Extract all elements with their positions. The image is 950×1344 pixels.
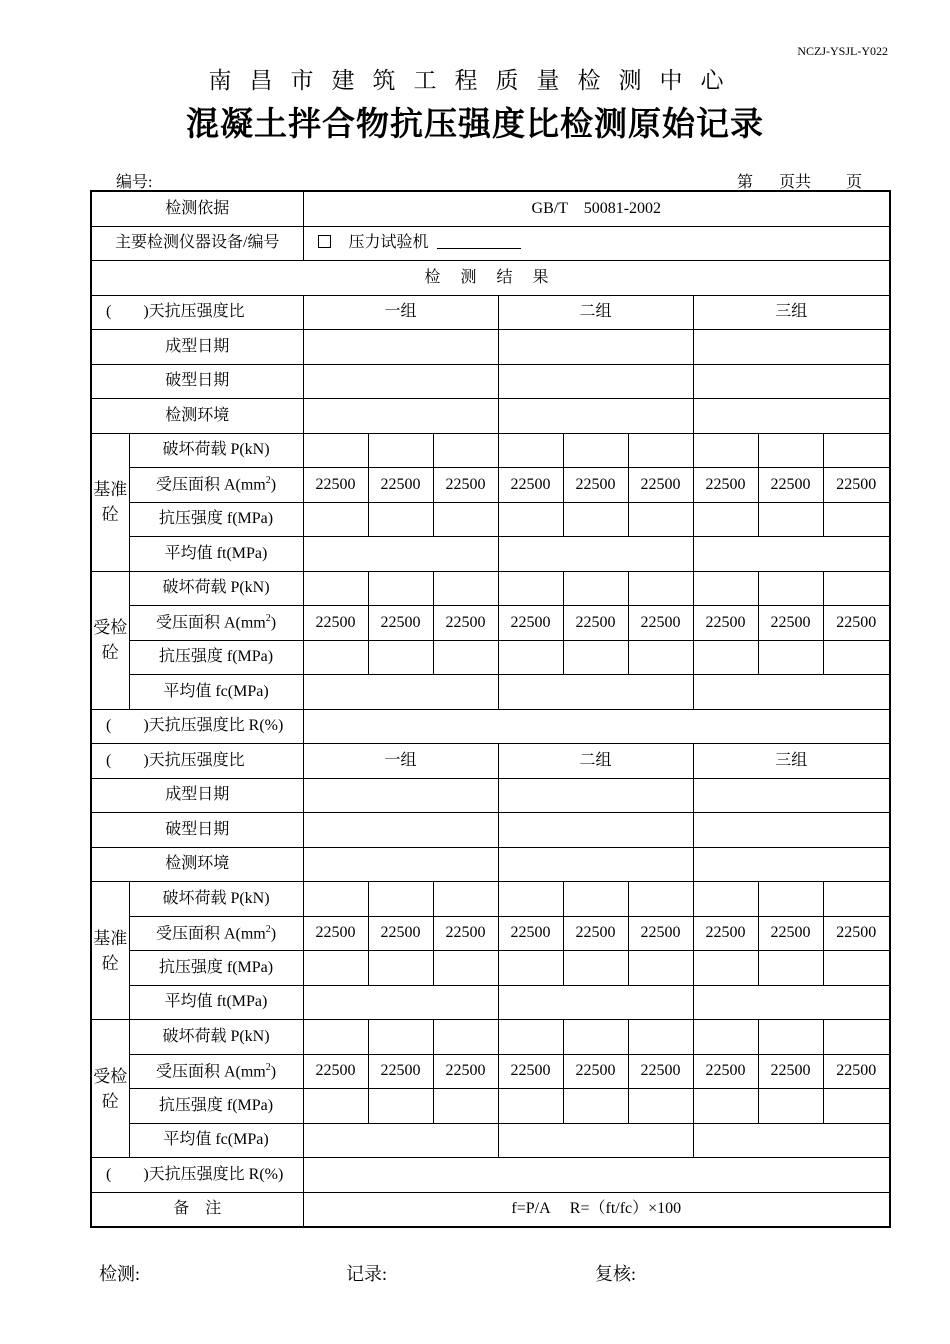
section-2-result-label: ( )天抗压强度比 R(%): [91, 1158, 303, 1193]
section-1-result-label: ( )天抗压强度比 R(%): [91, 709, 303, 744]
section-1-info-label-1: 成型日期: [91, 330, 303, 365]
equipment-checkbox[interactable]: [318, 235, 331, 248]
section-1-ref-strength-8[interactable]: [758, 502, 823, 537]
section-2-ref-load-5[interactable]: [563, 882, 628, 917]
section-2-test-load-6[interactable]: [628, 1020, 693, 1055]
equipment-value: 压力试验机: [348, 234, 429, 252]
equipment-cell: [303, 226, 890, 261]
section-1-test-load-label: 破坏荷载 P(kN): [129, 571, 303, 606]
section-2-test-load-label: 破坏荷载 P(kN): [129, 1020, 303, 1055]
section-1-test-strength-8[interactable]: [758, 640, 823, 675]
section-1-test-strength-2[interactable]: [368, 640, 433, 675]
section-1-info-3-value-1[interactable]: [303, 399, 498, 434]
section-2-ref-load-4[interactable]: [498, 882, 563, 917]
section-2-test-area-row: [91, 1054, 890, 1089]
section-2-info-2-value-3[interactable]: [693, 813, 890, 848]
section-2-ref-strength-4[interactable]: [498, 951, 563, 986]
section-2-ref-strength-5[interactable]: [563, 951, 628, 986]
section-2-test-strength-4[interactable]: [498, 1089, 563, 1124]
organization-name: 南昌市建筑工程质量检测中心: [208, 68, 742, 93]
equipment-number-blank[interactable]: [437, 234, 521, 249]
section-1-info-label-3: 检测环境: [91, 399, 303, 434]
section-1-info-1-value-2[interactable]: [498, 330, 693, 365]
section-1-ref-load-row: [91, 433, 890, 468]
section-1-test-load-9[interactable]: [823, 571, 890, 606]
section-1-ref-load-9[interactable]: [823, 433, 890, 468]
section-1-result-value[interactable]: [303, 709, 890, 744]
recorder-label: 记录:: [346, 1264, 388, 1284]
section-2-result-value[interactable]: [303, 1158, 890, 1193]
basis-label: 检测依据: [91, 191, 303, 226]
equipment-row: [91, 226, 890, 261]
section-1-test-strength-row: [91, 640, 890, 675]
section-2-ref-load-label: 破坏荷载 P(kN): [129, 882, 303, 917]
section-1-ref-load-4[interactable]: [498, 433, 563, 468]
area-label-text: 受压面积 A(mm: [155, 614, 266, 632]
section-2-info-1-value-1[interactable]: [303, 778, 498, 813]
section-2-info-2-value-2[interactable]: [498, 813, 693, 848]
section-1-info-2-value-3[interactable]: [693, 364, 890, 399]
section-2-ref-strength-6[interactable]: [628, 951, 693, 986]
area-unit-superscript: 2: [265, 923, 271, 935]
section-1-ref-area-2: 22500: [368, 468, 433, 503]
section-1-test-area-4: 22500: [498, 606, 563, 641]
section-1-info-2-value-1[interactable]: [303, 364, 498, 399]
section-1-info-2-value-2[interactable]: [498, 364, 693, 399]
section-1-group-2: 二组: [498, 295, 693, 330]
section-2-info-label-3: 检测环境: [91, 847, 303, 882]
section-2-test-strength-label: 抗压强度 f(MPa): [129, 1089, 303, 1124]
document-code: NCZJ-YSJL-Y022: [797, 44, 888, 58]
section-1-test-area-9: 22500: [823, 606, 890, 641]
section-1-test-area-label: [129, 606, 303, 641]
section-2-ref-area-4: 22500: [498, 916, 563, 951]
section-1-ref-area-9: 22500: [823, 468, 890, 503]
section-2-ref-average-row: [91, 985, 890, 1020]
section-2-test-load-2[interactable]: [368, 1020, 433, 1055]
section-2-info-3-value-1[interactable]: [303, 847, 498, 882]
section-2-info-row-1: [91, 778, 890, 813]
section-2-ref-area-1: 22500: [303, 916, 368, 951]
section-1-ref-area-6: 22500: [628, 468, 693, 503]
section-1-info-row-2: [91, 364, 890, 399]
section-2-ref-load-2[interactable]: [368, 882, 433, 917]
section-1-test-average-row: [91, 675, 890, 710]
section-2-test-load-row: [91, 1020, 890, 1055]
section-1-test-load-3[interactable]: [433, 571, 498, 606]
section-1-test-area-2: 22500: [368, 606, 433, 641]
section-2-ref-strength-2[interactable]: [368, 951, 433, 986]
section-2-test-strength-3[interactable]: [433, 1089, 498, 1124]
section-2-ref-load-1[interactable]: [303, 882, 368, 917]
section-2-test-strength-1[interactable]: [303, 1089, 368, 1124]
section-1-ref-average-row: [91, 537, 890, 572]
section-1-ratio-label: ( )天抗压强度比: [91, 295, 303, 330]
section-2-result-row: [91, 1158, 890, 1193]
section-1-test-strength-label: 抗压强度 f(MPa): [129, 640, 303, 675]
section-1-ref-strength-label: 抗压强度 f(MPa): [129, 502, 303, 537]
section-2-header-row: [91, 744, 890, 779]
section-2-group-3: 三组: [693, 744, 890, 779]
basis-value: GB/T 50081-2002: [303, 191, 890, 226]
section-1-ref-load-8[interactable]: [758, 433, 823, 468]
section-2-ref-load-row: [91, 882, 890, 917]
section-1-ref-average-2[interactable]: [498, 537, 693, 572]
section-2-test-strength-2[interactable]: [368, 1089, 433, 1124]
area-label-close: ): [270, 614, 277, 632]
section-2-ref-area-6: 22500: [628, 916, 693, 951]
section-2-test-load-7[interactable]: [693, 1020, 758, 1055]
section-2-ref-strength-7[interactable]: [693, 951, 758, 986]
section-2-test-average-1[interactable]: [303, 1123, 498, 1158]
section-1-test-strength-6[interactable]: [628, 640, 693, 675]
section-1-test-load-1[interactable]: [303, 571, 368, 606]
section-1-test-average-1[interactable]: [303, 675, 498, 710]
section-1-test-load-6[interactable]: [628, 571, 693, 606]
section-2-test-strength-row: [91, 1089, 890, 1124]
area-unit-superscript: 2: [265, 475, 271, 487]
section-1-ref-strength-row: [91, 502, 890, 537]
section-2-test-load-1[interactable]: [303, 1020, 368, 1055]
page-label-2: 页共: [779, 174, 812, 191]
section-1-test-strength-1[interactable]: [303, 640, 368, 675]
record-table: [90, 190, 891, 1228]
section-2-ref-area-8: 22500: [758, 916, 823, 951]
section-1-info-1-value-3[interactable]: [693, 330, 890, 365]
reviewer-label: 复核:: [595, 1264, 637, 1284]
section-2-group-2: 二组: [498, 744, 693, 779]
section-2-info-label-1: 成型日期: [91, 778, 303, 813]
section-2-test-area-5: 22500: [563, 1054, 628, 1089]
section-2-ref-strength-label: 抗压强度 f(MPa): [129, 951, 303, 986]
page-label-1: 第: [737, 174, 754, 191]
section-1-ref-area-3: 22500: [433, 468, 498, 503]
section-2-test-area-1: 22500: [303, 1054, 368, 1089]
section-2-test-load-9[interactable]: [823, 1020, 890, 1055]
section-2-ref-strength-row: [91, 951, 890, 986]
section-1-header-row: [91, 295, 890, 330]
section-2-ratio-label: ( )天抗压强度比: [91, 744, 303, 779]
section-2-ref-strength-1[interactable]: [303, 951, 368, 986]
area-label-close: ): [270, 925, 277, 943]
area-label-text: 受压面积 A(mm: [155, 476, 266, 494]
section-1-info-row-1: [91, 330, 890, 365]
section-1-test-load-5[interactable]: [563, 571, 628, 606]
section-1-ref-label: 基准砼: [91, 433, 129, 571]
section-1-info-label-2: 破型日期: [91, 364, 303, 399]
results-title-row: [91, 261, 890, 296]
section-2-ref-strength-3[interactable]: [433, 951, 498, 986]
section-1-ref-strength-5[interactable]: [563, 502, 628, 537]
section-2-ref-area-5: 22500: [563, 916, 628, 951]
section-2-ref-load-6[interactable]: [628, 882, 693, 917]
section-2-info-row-3: [91, 847, 890, 882]
section-2-test-strength-8[interactable]: [758, 1089, 823, 1124]
section-1-test-area-5: 22500: [563, 606, 628, 641]
section-2-ref-load-8[interactable]: [758, 882, 823, 917]
section-2-test-load-4[interactable]: [498, 1020, 563, 1055]
section-1-ref-strength-6[interactable]: [628, 502, 693, 537]
section-2-test-area-7: 22500: [693, 1054, 758, 1089]
section-2-test-strength-9[interactable]: [823, 1089, 890, 1124]
section-2-test-average-2[interactable]: [498, 1123, 693, 1158]
section-2-ref-load-7[interactable]: [693, 882, 758, 917]
section-1-test-average-label: 平均值 fc(MPa): [129, 675, 303, 710]
section-1-ref-load-label: 破坏荷载 P(kN): [129, 433, 303, 468]
section-2-test-average-label: 平均值 fc(MPa): [129, 1123, 303, 1158]
section-1-ref-area-4: 22500: [498, 468, 563, 503]
section-2-ref-area-2: 22500: [368, 916, 433, 951]
section-2-ref-label: 基准砼: [91, 882, 129, 1020]
section-2-test-load-8[interactable]: [758, 1020, 823, 1055]
section-2-info-row-2: [91, 813, 890, 848]
section-1-info-1-value-1[interactable]: [303, 330, 498, 365]
section-1-ref-area-row: [91, 468, 890, 503]
section-1-info-row-3: [91, 399, 890, 434]
section-1-test-area-7: 22500: [693, 606, 758, 641]
section-2-test-load-3[interactable]: [433, 1020, 498, 1055]
serial-number-label: 编号:: [116, 174, 153, 191]
section-1-test-strength-7[interactable]: [693, 640, 758, 675]
section-2-info-3-value-2[interactable]: [498, 847, 693, 882]
section-1-ref-load-7[interactable]: [693, 433, 758, 468]
section-2-ref-load-3[interactable]: [433, 882, 498, 917]
section-2-test-area-8: 22500: [758, 1054, 823, 1089]
section-2-ref-average-2[interactable]: [498, 985, 693, 1020]
section-1-info-3-value-2[interactable]: [498, 399, 693, 434]
section-1-test-area-8: 22500: [758, 606, 823, 641]
section-2-info-label-2: 破型日期: [91, 813, 303, 848]
section-2-ref-load-9[interactable]: [823, 882, 890, 917]
section-2-info-1-value-2[interactable]: [498, 778, 693, 813]
section-1-test-label: 受检砼: [91, 571, 129, 709]
section-1-ref-strength-7[interactable]: [693, 502, 758, 537]
results-title: 检 测 结 果: [91, 261, 890, 296]
section-2-test-area-2: 22500: [368, 1054, 433, 1089]
area-label-close: ): [270, 1063, 277, 1081]
section-1-test-strength-3[interactable]: [433, 640, 498, 675]
section-1-ref-area-1: 22500: [303, 468, 368, 503]
section-1-ref-load-5[interactable]: [563, 433, 628, 468]
section-1-test-strength-4[interactable]: [498, 640, 563, 675]
section-1-ref-area-label: [129, 468, 303, 503]
remarks-label: 备 注: [91, 1192, 303, 1227]
section-2-group-1: 一组: [303, 744, 498, 779]
section-1-test-load-8[interactable]: [758, 571, 823, 606]
section-1-test-average-3[interactable]: [693, 675, 890, 710]
section-2-ref-strength-8[interactable]: [758, 951, 823, 986]
section-1-result-row: [91, 709, 890, 744]
section-1-group-3: 三组: [693, 295, 890, 330]
section-1-ref-strength-3[interactable]: [433, 502, 498, 537]
section-1-ref-load-1[interactable]: [303, 433, 368, 468]
section-2-test-average-row: [91, 1123, 890, 1158]
section-1-ref-average-3[interactable]: [693, 537, 890, 572]
section-2-info-2-value-1[interactable]: [303, 813, 498, 848]
section-1-ref-average-1[interactable]: [303, 537, 498, 572]
section-1-test-area-3: 22500: [433, 606, 498, 641]
area-unit-superscript: 2: [265, 1061, 271, 1073]
section-1-test-area-row: [91, 606, 890, 641]
section-1-ref-strength-1[interactable]: [303, 502, 368, 537]
section-2-test-strength-7[interactable]: [693, 1089, 758, 1124]
tester-label: 检测:: [99, 1264, 141, 1284]
section-1-test-average-2[interactable]: [498, 675, 693, 710]
basis-row: [91, 191, 890, 226]
section-2-ref-average-label: 平均值 ft(MPa): [129, 985, 303, 1020]
section-2-test-area-9: 22500: [823, 1054, 890, 1089]
section-1-ref-strength-2[interactable]: [368, 502, 433, 537]
section-1-test-strength-9[interactable]: [823, 640, 890, 675]
section-1-test-load-4[interactable]: [498, 571, 563, 606]
area-unit-superscript: 2: [265, 613, 271, 625]
section-2-ref-strength-9[interactable]: [823, 951, 890, 986]
section-1-group-1: 一组: [303, 295, 498, 330]
section-1-test-area-6: 22500: [628, 606, 693, 641]
section-1-info-3-value-3[interactable]: [693, 399, 890, 434]
section-1-ref-load-2[interactable]: [368, 433, 433, 468]
section-2-ref-average-1[interactable]: [303, 985, 498, 1020]
section-2-test-area-label: [129, 1054, 303, 1089]
section-1-test-load-2[interactable]: [368, 571, 433, 606]
section-2-test-average-3[interactable]: [693, 1123, 890, 1158]
section-2-ref-area-9: 22500: [823, 916, 890, 951]
remarks-row: [91, 1192, 890, 1227]
area-label-text: 受压面积 A(mm: [155, 925, 266, 943]
section-1-ref-load-6[interactable]: [628, 433, 693, 468]
section-2-test-area-3: 22500: [433, 1054, 498, 1089]
section-2-ref-average-3[interactable]: [693, 985, 890, 1020]
remarks-value: f=P/A R=（ft/fc）×100: [303, 1192, 890, 1227]
section-2-ref-area-row: [91, 916, 890, 951]
area-label-text: 受压面积 A(mm: [155, 1063, 266, 1081]
section-2-test-strength-5[interactable]: [563, 1089, 628, 1124]
section-2-test-area-6: 22500: [628, 1054, 693, 1089]
page-label-3: 页: [846, 174, 863, 191]
section-2-test-area-4: 22500: [498, 1054, 563, 1089]
section-1-ref-area-8: 22500: [758, 468, 823, 503]
section-2-test-label: 受检砼: [91, 1020, 129, 1158]
section-1-ref-area-5: 22500: [563, 468, 628, 503]
area-label-close: ): [270, 476, 277, 494]
section-1-ref-strength-4[interactable]: [498, 502, 563, 537]
section-1-test-strength-5[interactable]: [563, 640, 628, 675]
section-2-ref-area-7: 22500: [693, 916, 758, 951]
section-1-ref-load-3[interactable]: [433, 433, 498, 468]
section-2-info-3-value-3[interactable]: [693, 847, 890, 882]
section-1-ref-area-7: 22500: [693, 468, 758, 503]
page-title: 混凝土拌合物抗压强度比检测原始记录: [186, 104, 764, 143]
section-1-test-load-row: [91, 571, 890, 606]
section-2-test-strength-6[interactable]: [628, 1089, 693, 1124]
section-2-test-load-5[interactable]: [563, 1020, 628, 1055]
section-2-info-1-value-3[interactable]: [693, 778, 890, 813]
section-2-ref-area-3: 22500: [433, 916, 498, 951]
section-1-test-area-1: 22500: [303, 606, 368, 641]
equipment-label: 主要检测仪器设备/编号: [91, 226, 303, 261]
section-1-ref-strength-9[interactable]: [823, 502, 890, 537]
section-2-ref-area-label: [129, 916, 303, 951]
section-1-test-load-7[interactable]: [693, 571, 758, 606]
section-1-ref-average-label: 平均值 ft(MPa): [129, 537, 303, 572]
